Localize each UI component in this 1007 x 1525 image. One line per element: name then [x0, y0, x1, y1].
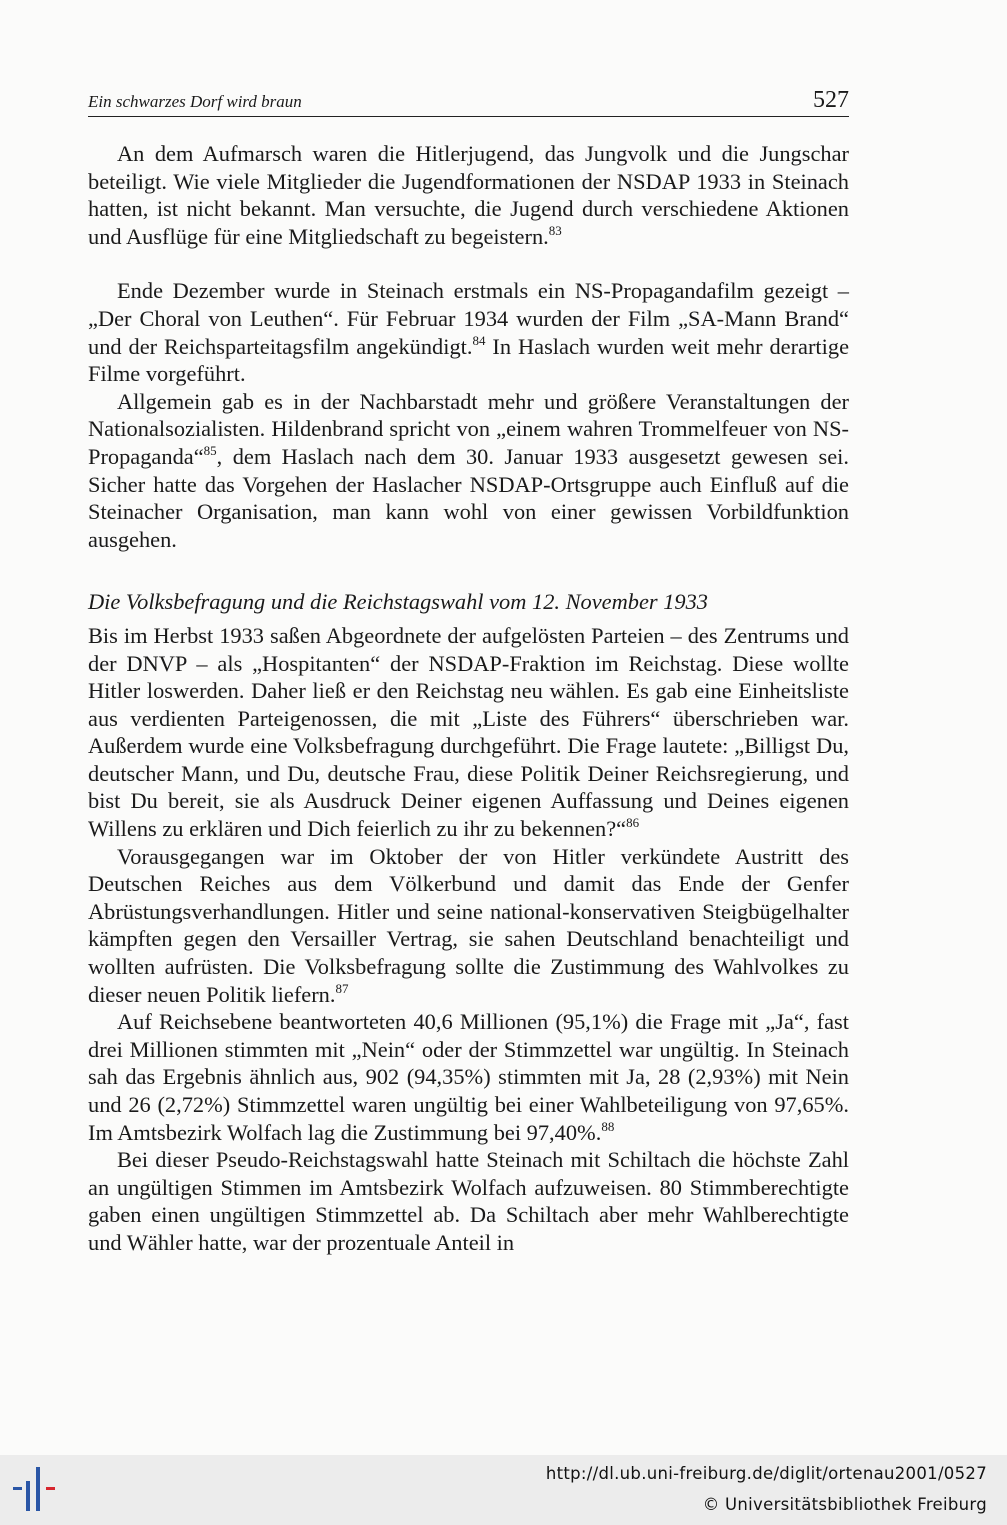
paragraph: An dem Aufmarsch waren die Hitlerjugend, das Jungvolk und die Jungschar beteiligt. Wie viele Mitglieder die Jugendformationen der NSDAP 1933 in Steinach hatten, ist nicht bekannt. Man versuchte, die Jugend durch verschiedene Aktionen und Ausflüge für eine Mitgliedschaft zu begeistern.$^{83}$ — [88, 141, 849, 249]
footnote-ref: 88 — [601, 1118, 615, 1134]
footnote-ref: 87 — [335, 980, 349, 996]
running-title: Ein schwarzes Dorf wird braun — [88, 92, 302, 111]
footnote-ref: 84 — [472, 332, 486, 348]
paragraph: Auf Reichsebene beantworteten 40,6 Millionen (95,1%) die Frage mit „Ja“, fast drei Millionen stimmten mit „Nein“ oder der Stimmzettel war ungültig. In Steinach sah das Ergebnis ähnlich aus, 902 (94,35%) stimmten mit Ja, 28 (2,93%) mit Nein und 26 (2,72%) Stimmzettel waren ungültig bei einer Wahlbeteiligung von 97,65%. Im Amtsbezirk Wolfach lag die Zustimmung bei 97,40%.$^{88}$ — [88, 1009, 849, 1145]
body-text — [88, 140, 849, 1257]
paragraph: Ende Dezember wurde in Steinach erstmals ein NS-Propagandafilm gezeigt – „Der Choral von Leuthen“. Für Februar 1934 wurden der Film „SA-Mann Brand“ und der Reichsparteitagsfilm angekündigt.$^{84}$ In Haslach wurden weit mehr derartige Filme vorgeführt. — [88, 278, 850, 387]
footnote-ref: 86 — [626, 815, 640, 831]
copyright-notice: © Universitätsbibliothek Freiburg — [702, 1495, 987, 1514]
footnote-ref: 83 — [548, 222, 562, 238]
paragraph: Vorausgegangen war im Oktober der von Hitler verkündete Austritt des Deutschen Reiches aus dem Völkerbund und damit das Ende der Genfer Abrüstungsverhandlungen. Hitler und seine national-konservativen Steigbügelhalter kämpften gegen den Versailler Vertrag, sie sahen Deutschland benachteiligt und wollten aufrüsten. Die Volksbefragung sollte die Zustimmung des Wahlvolkes zu dieser neuen Politik liefern.$^{87}$ — [88, 843, 849, 1007]
paragraph: Allgemein gab es in der Nachbarstadt mehr und größere Veranstaltungen der Nationalsozialisten. Hildenbrand spricht von „einem wahren Trommelfeuer von NS-Propaganda“$^{85}$, dem Haslach nach dem 30. Januar 1933 ausgesetzt gewesen sei. Sicher hatte das Vorgehen der Haslacher NSDAP-Ortsgruppe auch Einfluß auf die Steinacher Organisation, man kann wohl von einer gewissen Vorbildfunktion ausgehen. — [88, 388, 849, 552]
paragraph: Bei dieser Pseudo-Reichstagswahl hatte Steinach mit Schiltach die höchste Zahl an ungültigen Stimmen im Amtsbezirk Wolfach aufzuweisen. 80 Stimmberechtigte gaben einen ungültigen Stimmzettel ab. Da Schiltach aber mehr Wahlberechtigte und Wähler hatte, war der prozentuale Anteil in — [88, 1147, 849, 1255]
page-header — [88, 86, 849, 117]
page-number: 527 — [813, 87, 849, 113]
section-heading: Die Volksbefragung und die Reichstagswahl vom 12. November 1933 — [88, 589, 709, 615]
footnote-ref: 85 — [203, 442, 217, 458]
paragraph: Bis im Herbst 1933 saßen Abgeordnete der aufgelösten Parteien – des Zentrums und der DNVP – als „Hospitanten“ der NSDAP-Fraktion im Reichstag. Diese wollte Hitler loswerden. Daher ließ er den Reichstag neu wählen. Es gab eine Einheitsliste aus verdienten Parteigenossen, die mit „Liste des Führers“ überschrieben war. Außerdem wurde eine Volksbefragung durchgeführt. Die Frage lautete: „Billigst Du, deutscher Mann, und Du, deutsche Frau, diese Politik Deiner Reichsregierung, und bist Du bereit, sie als Ausdruck Deiner eigenen Auffassung und Deines eigenen Willens zu erklären und Dich feierlich zu ihr zu bekennen?“$^{86}$ — [88, 622, 849, 842]
viewer-footer — [0, 1455, 1007, 1525]
ub-freiburg-logo-icon[interactable] — [12, 1465, 64, 1513]
source-url-link[interactable]: http://dl.ub.uni-freiburg.de/diglit/ortenau2001/0527 — [545, 1464, 987, 1483]
